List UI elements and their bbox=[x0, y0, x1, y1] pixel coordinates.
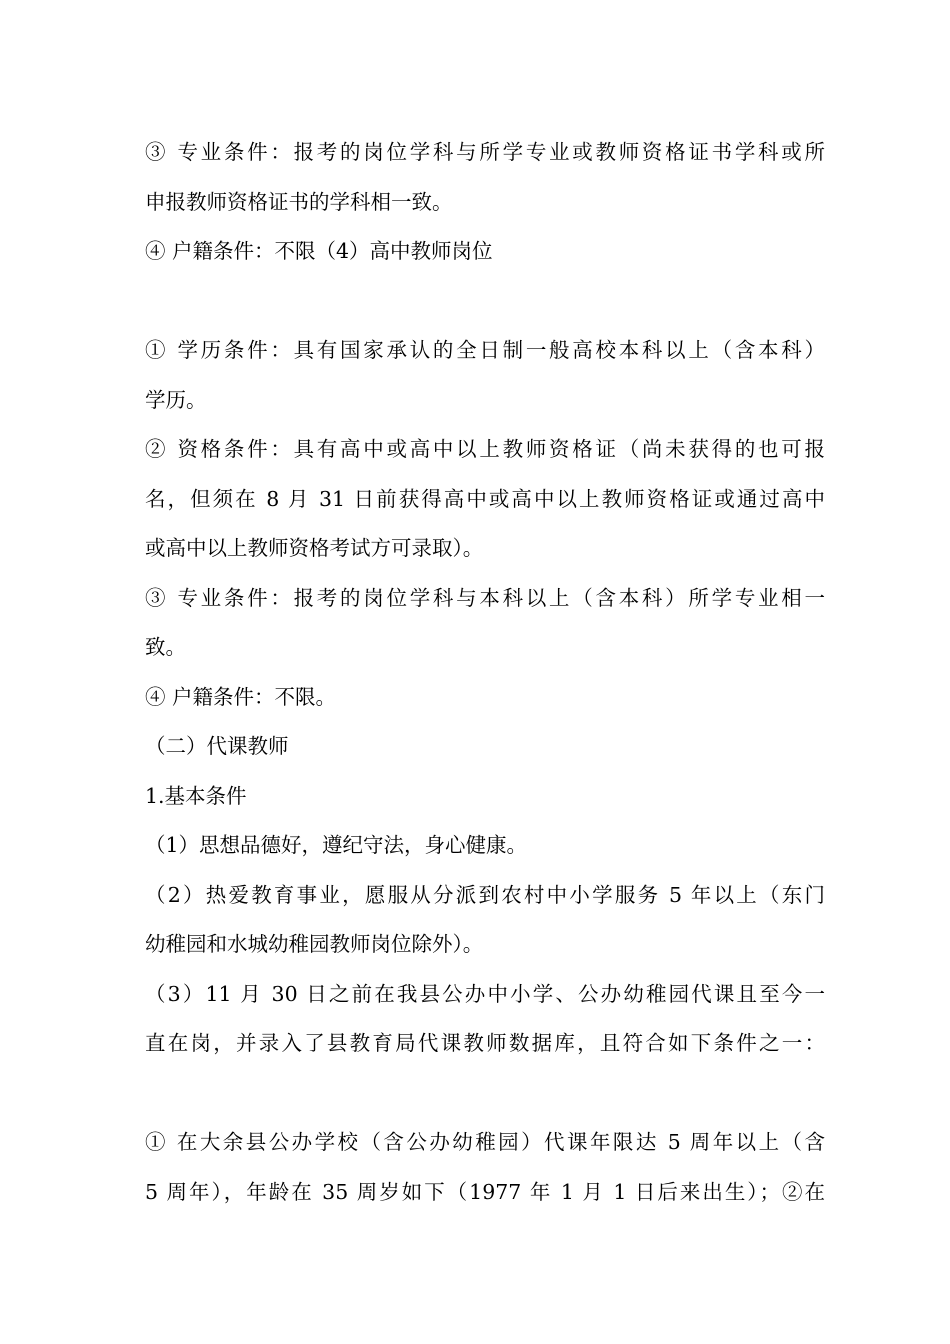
blank-line bbox=[145, 1069, 825, 1119]
paragraph-line: ④ 户籍条件：不限（4）高中教师岗位 bbox=[145, 239, 493, 263]
paragraph-line: 5 周年），年龄在 35 周岁如下（1977 年 1 月 1 日后来出生）；②在 bbox=[145, 1179, 825, 1204]
paragraph-line: 或高中以上教师资格考试方可录取）。 bbox=[145, 536, 484, 560]
paragraph-line: 学历。 bbox=[145, 387, 207, 412]
subsection-heading: 1.基本条件 bbox=[145, 783, 247, 808]
paragraph-line: ① 学历条件：具有国家承认的全日制一般高校本科以上（含本科） bbox=[145, 338, 825, 362]
paragraph-line: ② 资格条件：具有高中或高中以上教师资格证（尚未获得的也可报 bbox=[145, 437, 825, 461]
section-heading: （二）代课教师 bbox=[145, 734, 289, 758]
blank-line bbox=[145, 277, 825, 327]
paragraph-line: 申报教师资格证书的学科相一致。 bbox=[145, 189, 453, 214]
paragraph-line: 直在岗，并录入了县教育局代课教师数据库，且符合如下条件之一： bbox=[145, 1031, 825, 1055]
paragraph-line: （2）热爱教育事业，愿服从分派到农村中小学服务 5 年以上（东门 bbox=[145, 882, 825, 907]
paragraph-line: （1）思想品德好，遵纪守法，身心健康。 bbox=[145, 833, 528, 857]
paragraph-line: ③ 专业条件：报考的岗位学科与本科以上（含本科）所学专业相一 bbox=[145, 585, 825, 610]
paragraph-line: （3）11 月 30 日之前在我县公办中小学、公办幼稚园代课且至今一 bbox=[145, 981, 825, 1006]
paragraph-line: 致。 bbox=[145, 635, 186, 659]
paragraph-line: 幼稚园和水城幼稚园教师岗位除外）。 bbox=[145, 932, 484, 956]
paragraph-line: ④ 户籍条件：不限。 bbox=[145, 684, 337, 709]
paragraph-line: ③ 专业条件：报考的岗位学科与所学专业或教师资格证书学科或所 bbox=[145, 140, 825, 164]
paragraph-line: 名，但须在 8 月 31 日前获得高中或高中以上教师资格证或通过高中 bbox=[145, 486, 825, 511]
paragraph-line: ① 在大余县公办学校（含公办幼稚园）代课年限达 5 周年以上（含 bbox=[145, 1130, 825, 1154]
document-body bbox=[145, 128, 825, 1217]
